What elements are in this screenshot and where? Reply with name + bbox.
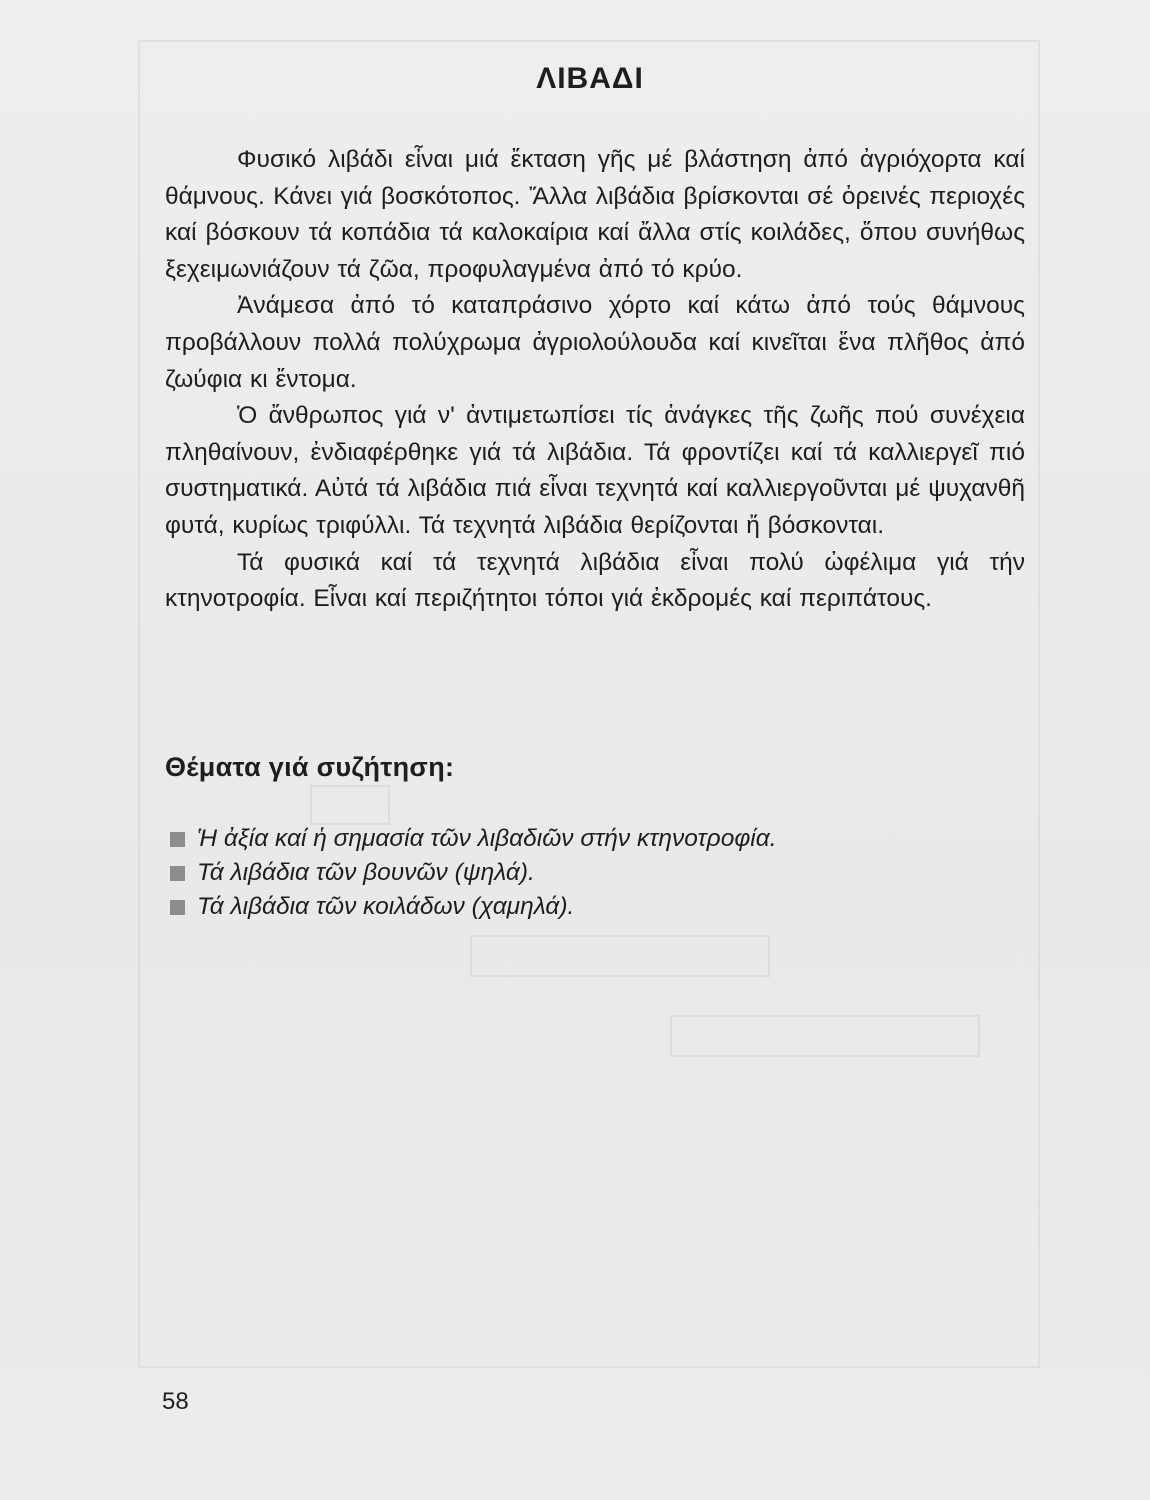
list-item bbox=[170, 856, 777, 890]
show-through-grid-box bbox=[470, 935, 770, 977]
paragraph: Ἀνάμεσα ἀπό τό καταπράσινο χόρτο καί κάτω ἀπό τούς θάμνους προβάλλουν πολλά πολύχρωμα ἀγριολούλουδα καί κινεῖται ἕνα πλῆθος ἀπό ζωύφια κι ἔντομα. bbox=[165, 292, 1025, 393]
topic-text: Τά λιβάδια τῶν βουνῶν (ψηλά). bbox=[197, 859, 535, 886]
discussion-topics-list bbox=[170, 822, 777, 924]
topic-text: Ἡ ἀξία καί ἡ σημασία τῶν λιβαδιῶν στήν κτηνοτροφία. bbox=[197, 825, 777, 852]
paragraph: Φυσικό λιβάδι εἶναι μιά ἔκταση γῆς μέ βλάστηση ἀπό ἀγριόχορτα καί θάμνους. Κάνει γιά βοσκότοπος. Ἄλλα λιβάδια βρίσκονται σέ ὀρεινές περιοχές καί βόσκουν τά κοπάδια τά καλοκαίρια καί ἄλλα στίς κοιλάδες, ὅπου συνήθως ξεχειμωνιάζουν τά ζῶα, προφυλαγμένα ἀπό τό κρύο. bbox=[165, 146, 1025, 283]
topic-text: Τά λιβάδια τῶν κοιλάδων (χαμηλά). bbox=[197, 893, 575, 920]
square-bullet-icon bbox=[170, 832, 185, 847]
square-bullet-icon bbox=[170, 866, 185, 881]
list-item bbox=[170, 890, 777, 924]
paragraph: Ὁ ἄνθρωπος γιά ν' ἀντιμετωπίσει τίς ἀνάγκες τῆς ζωῆς πού συνέχεια πληθαίνουν, ἐνδιαφέρθηκε γιά τά λιβάδια. Τά φροντίζει καί τά καλλιεργεῖ πιό συστηματικά. Αὐτά τά λιβάδια πιά εἶναι τεχνητά καί καλλιεργοῦνται μέ ψυχανθῆ φυτά, κυρίως τριφύλλι. Τά τεχνητά λιβάδια θερίζονται ἤ βόσκονται. bbox=[165, 402, 1025, 539]
paragraph: Τά φυσικά καί τά τεχνητά λιβάδια εἶναι πολύ ὠφέλιμα γιά τήν κτηνοτροφία. Εἶναι καί περιζήτητοι τόποι γιά ἐκδρομές καί περιπάτους. bbox=[165, 548, 1025, 613]
article-body bbox=[165, 142, 1025, 618]
list-item bbox=[170, 822, 777, 856]
show-through-grid-box bbox=[670, 1015, 980, 1057]
page-number: 58 bbox=[162, 1388, 189, 1415]
square-bullet-icon bbox=[170, 900, 185, 915]
show-through-grid-box bbox=[310, 785, 390, 825]
discussion-heading: Θέματα γιά συζήτηση: bbox=[165, 752, 455, 782]
page-title: ΛΙΒΑΔΙ bbox=[536, 62, 644, 95]
